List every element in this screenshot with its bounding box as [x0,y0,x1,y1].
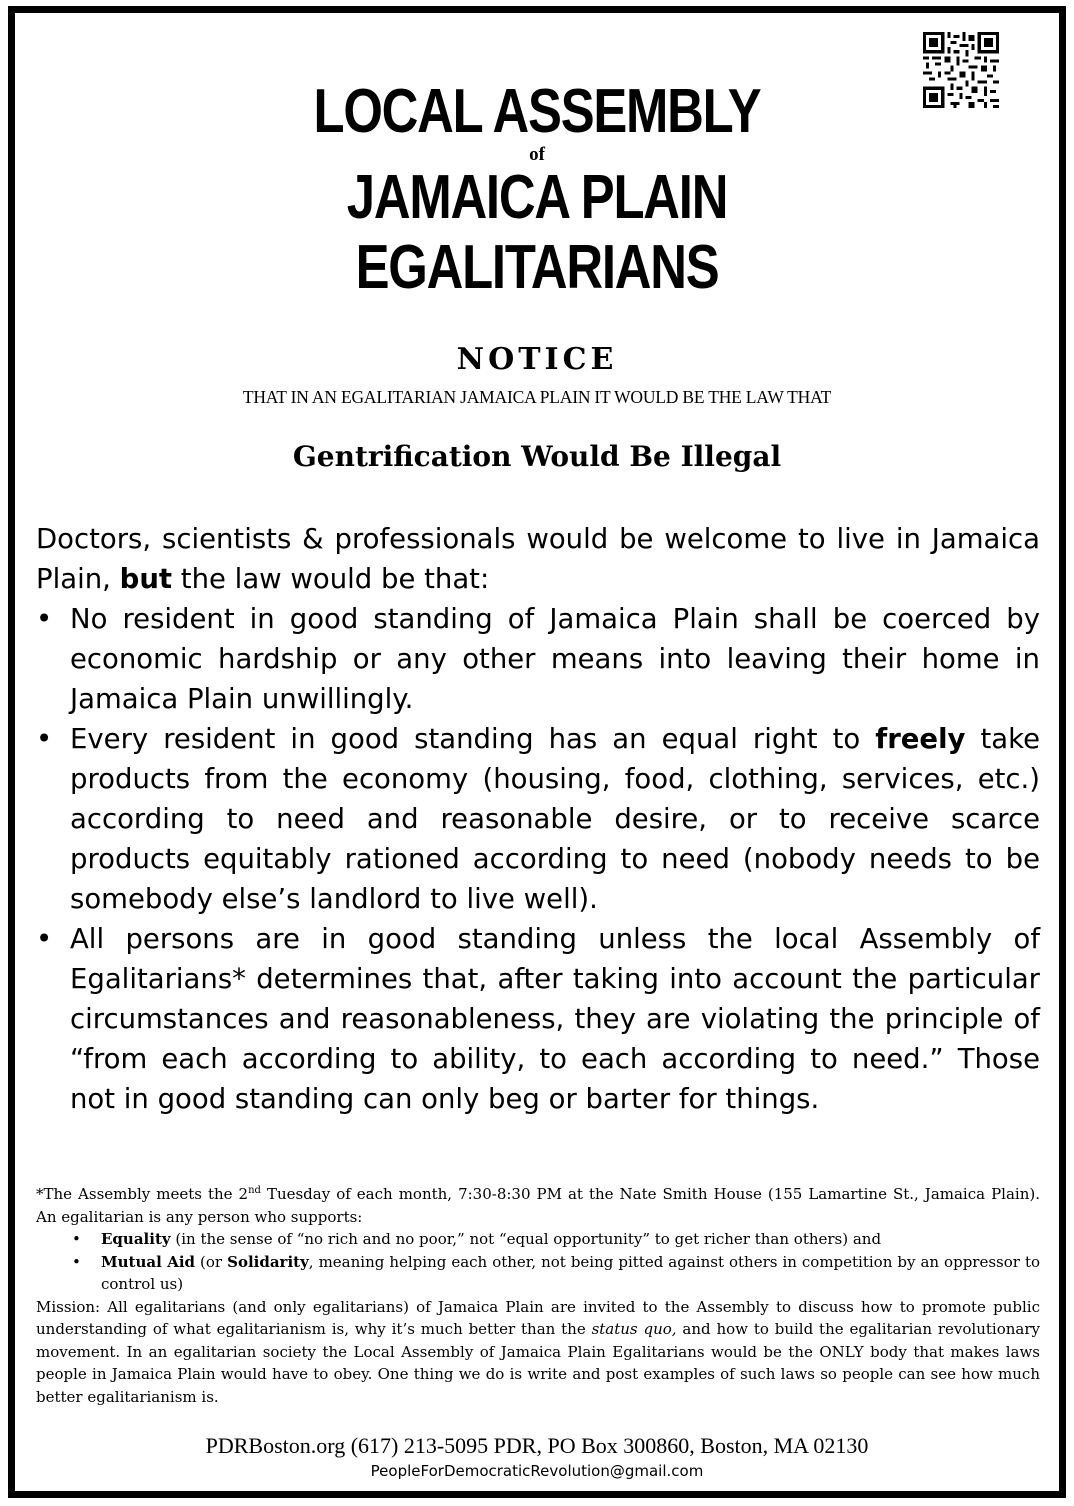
rule-text-end: take products from the economy (housing, food, clothing, services, etc.) according to need and reasonable desire, or to receive scarce products equitably rationed according to need (nobody needs to be somebody else’s landlord to live well). [70,723,1040,915]
supports-item [36,1228,1040,1251]
bullet-icon: • [36,723,53,755]
bullet-icon: • [72,1230,81,1248]
law-title: Gentrification Would Be Illegal [292,440,782,473]
footnote [36,1183,1040,1408]
header-line-of: of [529,144,545,165]
bullet-icon: • [72,1252,81,1271]
mission-text: Mission: All egalitarians (and only egalitarians) of Jamaica Plain are invited to the Assembly to discuss how to promote public understanding of what egalitarianism is, why it’s much better than the [36,1297,1040,1338]
intro-text-end: the law would be that: [172,563,490,595]
contact-email: PeopleForDemocraticRevolution@gmail.com [370,1462,704,1480]
assembly-header [15,77,1059,303]
header-line-1: LOCAL ASSEMBLY [313,77,761,146]
supports-list [36,1228,1040,1296]
law-body [36,519,1040,1119]
rule-text: All persons are in good standing unless the local Assembly of Egalitarians* determines that, after taking into account the particular circumstances and reasonableness, they are violating the principle of “from each according to ability, to each according to need.” Those not in good standing can only beg or barter for things. [70,923,1040,1115]
meeting-sup: nd [248,1185,261,1196]
rule-text: No resident in good standing of Jamaica Plain shall be coerced by economic hardship or any other means into leaving their home in Jamaica Plain unwillingly. [70,603,1040,715]
supports-text-end: , meaning helping each other, not being pitted against others in competition by an oppressor to control us) [101,1252,1040,1293]
header-line-4: EGALITARIANS [355,233,719,302]
header-line-3: JAMAICA PLAIN [346,163,728,232]
poster [8,6,1066,1498]
meeting-text-end: Tuesday of each month, 7:30-8:30 PM at the Nate Smith House (155 Lamartine St., Jamaica Plain). An egalitarian is any person who supports: [36,1185,1040,1226]
rule-item [36,719,1040,919]
notice-title: NOTICE [456,342,618,377]
notice-subtitle: THAT IN AN EGALITARIAN JAMAICA PLAIN IT WOULD BE THE LAW THAT [242,387,832,407]
rule-item [36,599,1040,719]
supports-bold: Equality [101,1230,171,1248]
rules-list [36,599,1040,1119]
intro-text: Doctors, scientists & professionals would be welcome to live in Jamaica Plain, [36,523,1040,595]
rule-bold: freely [875,723,966,755]
contact-line: PDRBoston.org (617) 213-5095 PDR, PO Box 300860, Boston, MA 02130 [205,1433,869,1458]
meeting-info [36,1183,1040,1228]
supports-text: (or [195,1252,228,1271]
supports-text: (in the sense of “no rich and no poor,” not “equal opportunity” to get richer than others) and [170,1230,882,1248]
bullet-icon: • [36,603,53,635]
rule-item [36,919,1040,1119]
supports-bold: Mutual Aid [101,1252,196,1271]
bullet-icon: • [36,923,53,955]
mission-paragraph [36,1296,1040,1409]
rule-text: Every resident in good standing has an equal right to [70,723,876,755]
intro-paragraph [36,519,1040,599]
intro-bold: but [119,563,173,595]
supports-bold-2: Solidarity [227,1252,309,1271]
mission-text-end: and how to build the egalitarian revolutionary movement. In an egalitarian society the Local Assembly of Jamaica Plain Egalitarians would be the ONLY body that makes laws people in Jamaica Plain would have to obey. One thing we do is write and post examples of such laws so people can see how much better egalitarianism is. [36,1320,1040,1406]
meeting-text: *The Assembly meets the 2 [36,1185,249,1203]
mission-italic: status quo, [591,1320,677,1338]
supports-item [36,1251,1040,1296]
